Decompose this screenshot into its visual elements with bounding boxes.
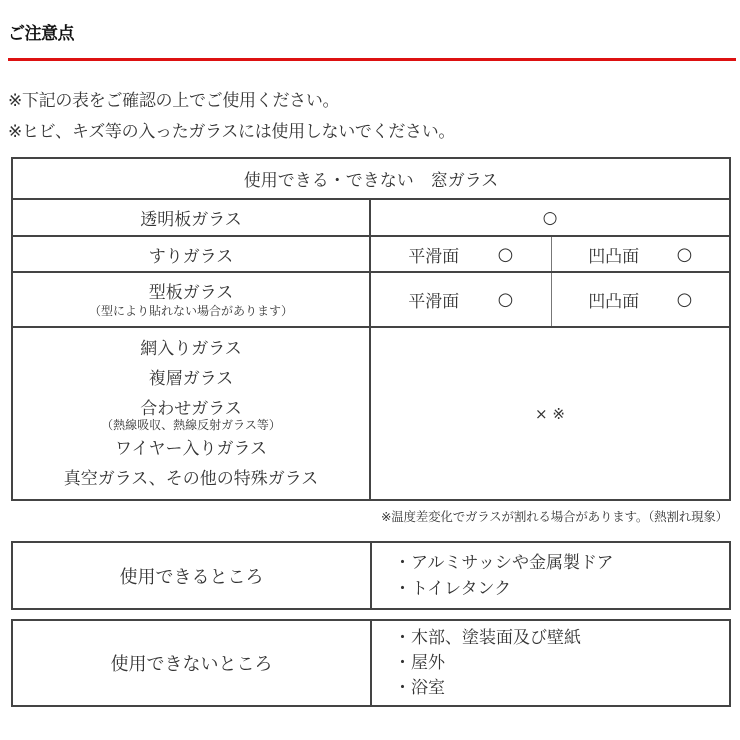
ng-mark: × ※ [370,327,730,500]
ok-mark: ○ [676,289,693,310]
surface-label: 凹凸面 [588,292,640,312]
glass-type-label: 透明板ガラス [12,199,370,236]
smooth-surface-cell [370,236,551,272]
table-row [12,272,730,327]
smooth-surface-cell [370,272,551,327]
list-item: ・浴室 [394,677,445,698]
rough-surface-cell [551,272,730,327]
list-item: ・屋外 [394,652,445,673]
usable-label: 使用できるところ [13,543,372,608]
list-item: ・トイレタンク [394,578,512,599]
table-title: 使用できる・できない 窓ガラス [12,158,730,199]
ok-mark: ○ [676,243,693,265]
glass-type-sublabel: （熱線吸収、熱線反射ガラス等） [101,417,281,432]
unusable-places-box [11,619,731,707]
table-row [12,236,730,272]
surface-label: 凹凸面 [588,246,640,267]
glass-type-label: ワイヤー入りガラス [115,438,267,459]
table-row [12,199,730,236]
ok-mark: ○ [370,199,730,236]
notes [8,86,455,148]
glass-type-cell [12,272,370,327]
note-line: ※ヒビ、キズ等の入ったガラスには使用しないでください。 [8,122,456,142]
unusable-label: 使用できないところ [13,621,372,705]
glass-type-sublabel: （型により貼れない場合があります） [88,303,293,318]
glass-type-label: 網入りガラス [140,338,242,359]
unusable-list [372,621,729,705]
list-item: ・アルミサッシや金属製ドア [394,552,614,573]
glass-type-label: すりガラス [12,236,370,272]
list-item: ・木部、塗装面及び壁紙 [394,627,581,648]
title-divider [8,58,736,61]
glass-compatibility-table [11,157,731,501]
glass-type-list-cell [12,327,370,500]
section-title: ご注意点 [8,24,74,44]
glass-type-label: 真空ガラス、その他の特殊ガラス [63,468,319,489]
rough-surface-cell [551,236,730,272]
note-line: ※下記の表をご確認の上でご使用ください。 [8,91,340,111]
usable-list [372,543,729,608]
ok-mark: ○ [497,243,514,265]
usable-places-box [11,541,731,610]
table-header-row [12,158,730,199]
glass-type-label: 複層ガラス [148,368,234,389]
ok-mark: ○ [497,289,514,310]
thermal-crack-footnote: ※温度差変化でガラスが割れる場合があります。（熱割れ現象） [380,509,728,524]
surface-label: 平滑面 [408,246,460,267]
surface-label: 平滑面 [408,292,460,312]
table-row [12,327,730,500]
glass-type-label: 合わせガラス [140,398,242,419]
glass-type-label: 型板ガラス [148,282,234,303]
